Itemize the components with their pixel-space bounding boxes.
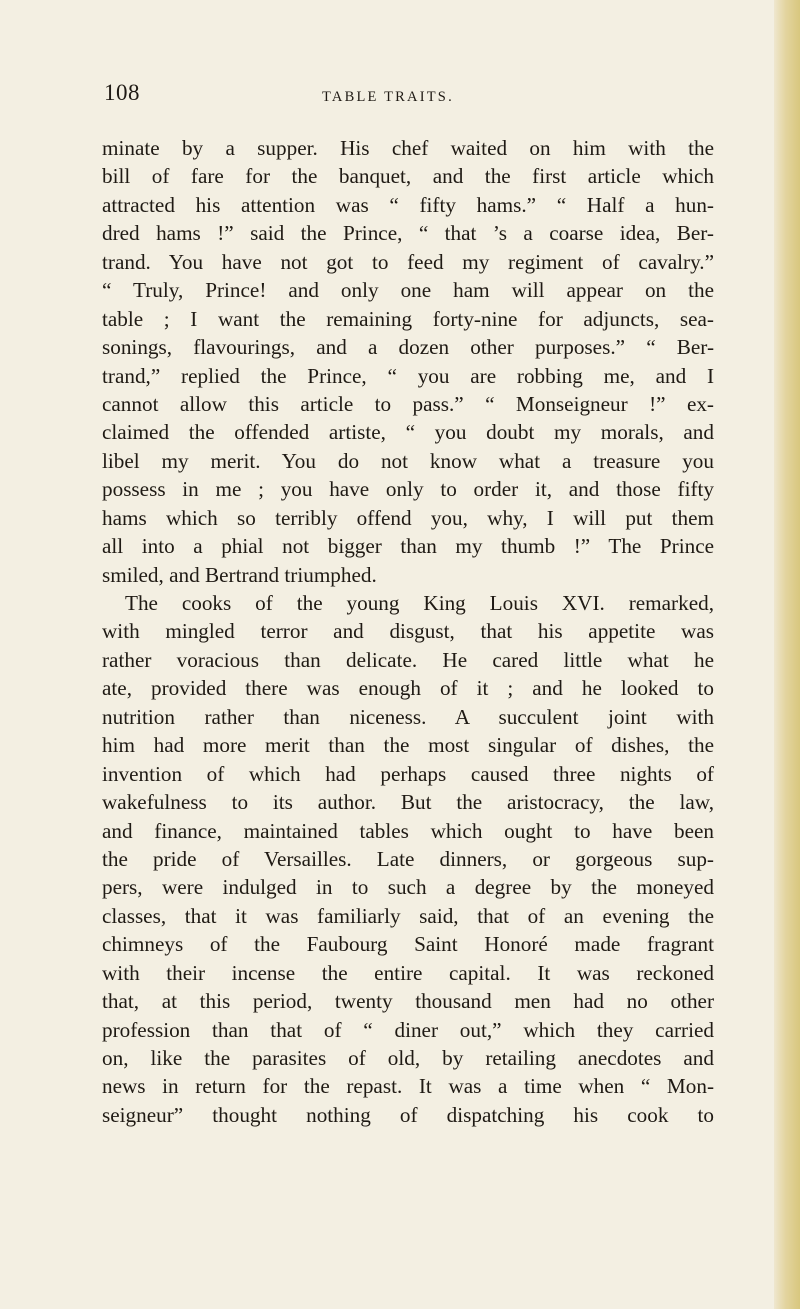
- text-line: ate, provided there was enough of it ; and he looked to: [102, 676, 714, 701]
- text-line: possess in me ; you have only to order it, and those fifty: [102, 477, 714, 502]
- text-line: news in return for the repast. It was a time when “ Mon-: [102, 1074, 714, 1099]
- text-line: classes, that it was familiarly said, that of an evening the: [102, 903, 714, 928]
- text-line: the pride of Versailles. Late dinners, or gorgeous sup-: [102, 846, 714, 871]
- text-line: on, like the parasites of old, by retailing anecdotes and: [102, 1046, 714, 1070]
- text-line: invention of which had perhaps caused three nights of: [102, 761, 714, 786]
- page-gutter-shadow: [774, 0, 800, 1309]
- text-line: claimed the offended artiste, “ you doubt my morals, and: [102, 420, 714, 445]
- text-line: chimneys of the Faubourg Saint Honoré made fragrant: [102, 932, 714, 957]
- text-line: minate by a supper. His chef waited on him with the: [102, 136, 714, 160]
- text-line: nutrition rather than niceness. A succulent joint with: [102, 704, 714, 729]
- text-line: cannot allow this article to pass.” “ Monseigneur !” ex-: [102, 391, 714, 416]
- text-line: rather voracious than delicate. He cared little what he: [102, 647, 714, 672]
- text-line: wakefulness to its author. But the aristocracy, the law,: [102, 790, 714, 815]
- text-line: The cooks of the young King Louis XVI. remarked,: [125, 591, 714, 615]
- text-line: seigneur” thought nothing of dispatching his cook to: [102, 1102, 714, 1127]
- text-line: dred hams !” said the Prince, “ that ’s a coarse idea, Ber-: [102, 221, 714, 246]
- text-line: sonings, flavourings, and a dozen other purposes.” “ Ber-: [102, 335, 714, 360]
- text-line: profession than that of “ diner out,” which they carried: [102, 1017, 714, 1042]
- text-line: pers, were indulged in to such a degree by the moneyed: [102, 875, 714, 900]
- text-line: bill of fare for the banquet, and the first article which: [102, 164, 714, 189]
- text-line: all into a phial not bigger than my thumb !” The Prince: [102, 534, 714, 559]
- text-line: with mingled terror and disgust, that his appetite was: [102, 619, 714, 644]
- text-line: him had more merit than the most singular of dishes, the: [102, 733, 714, 758]
- text-line: and finance, maintained tables which ought to have been: [102, 818, 714, 843]
- text-line: trand,” replied the Prince, “ you are robbing me, and I: [102, 363, 714, 388]
- text-line: smiled, and Bertrand triumphed.: [102, 562, 377, 587]
- text-line: libel my merit. You do not know what a treasure you: [102, 448, 714, 473]
- text-line: trand. You have not got to feed my regiment of cavalry.”: [102, 249, 714, 274]
- text-line: attracted his attention was “ fifty hams.” “ Half a hun-: [102, 192, 714, 217]
- text-line: “ Truly, Prince! and only one ham will appear on the: [102, 278, 714, 303]
- text-line: with their incense the entire capital. It was reckoned: [102, 960, 714, 985]
- body-text: [102, 134, 714, 1129]
- text-line: that, at this period, twenty thousand men had no other: [102, 989, 714, 1014]
- page-number: 108: [104, 80, 140, 105]
- text-line: table ; I want the remaining forty-nine for adjuncts, sea-: [102, 306, 714, 331]
- text-line: hams which so terribly offend you, why, I will put them: [102, 505, 714, 530]
- running-head: TABLE TRAITS.: [322, 89, 454, 105]
